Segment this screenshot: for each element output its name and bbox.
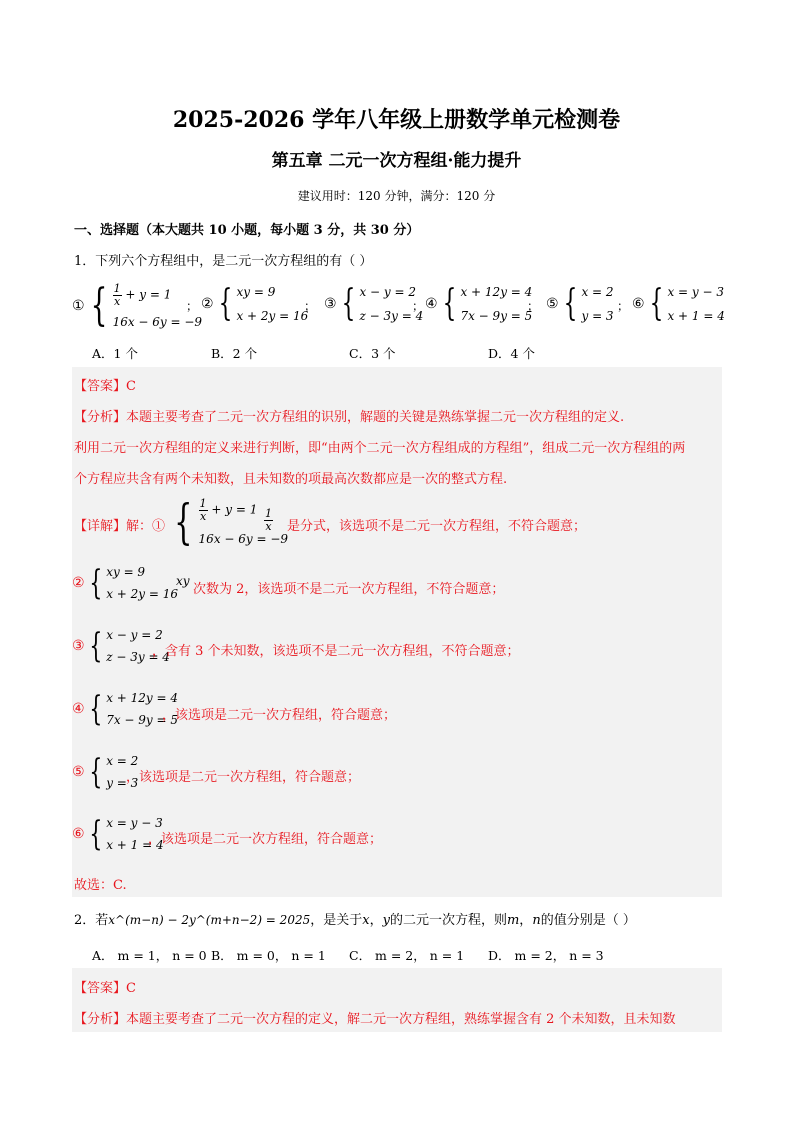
detail-system-6-eq2: x + 1 = 4 (106, 838, 164, 852)
detail-2-var: xy (176, 574, 190, 588)
q2-prefix: 2．若 (74, 913, 109, 928)
system-4-eq1: x + 12y = 4 (460, 285, 533, 299)
detail-system-5-eq2: y = 3 (106, 776, 139, 790)
detail-system-4-eq1: x + 12y = 4 (106, 691, 179, 705)
q2-var-x: x (362, 913, 370, 928)
system-1-eq1: $\frac{1}{x}$ + y = 1 (113, 282, 172, 308)
option-b[interactable]: B．2 个 (211, 346, 258, 361)
option-d[interactable]: D．4 个 (488, 346, 535, 361)
brace-icon: { (88, 752, 102, 792)
system-4 (425, 284, 532, 324)
system-2-eq1: xy = 9 (236, 285, 276, 299)
q2-var-m: m (506, 913, 520, 928)
brace-icon: { (341, 283, 355, 324)
option-a[interactable]: A．1 个 (92, 346, 138, 361)
separator: ； (186, 299, 199, 313)
system-5 (546, 284, 614, 324)
q2-mid2: 的二元一次方程，则 (389, 913, 507, 928)
separator: ； (304, 299, 317, 313)
system-2-label: ② (201, 296, 214, 312)
system-5-eq1: x = 2 (581, 285, 614, 299)
q2-comma-2: ， (519, 913, 533, 928)
system-2 (201, 284, 308, 324)
system-6-eq1: x = y − 3 (667, 285, 725, 299)
detail-system-3-eq2: z − 3y = 4 (106, 650, 170, 664)
question-2-stem (74, 909, 636, 928)
detail-5-label: ⑤ (72, 764, 85, 780)
detail-1-text: 是分式，该选项不是二元一次方程组，不符合题意； (287, 519, 587, 534)
system-3-label: ③ (324, 296, 337, 312)
q2-end: 的值分别是（ ） (540, 913, 636, 928)
option-c[interactable]: C． m = 2， n = 1 (349, 948, 465, 963)
brace-icon: { (218, 283, 232, 324)
system-5-eq2: y = 3 (581, 309, 614, 323)
detail-3-text: ，含有 3 个未知数，该选项不是二元一次方程组，不符合题意； (152, 644, 520, 659)
detail-system-1-eq2: 16x − 6y = −9 (198, 532, 289, 546)
system-1-label: ① (72, 298, 85, 314)
brace-icon: { (442, 283, 456, 324)
q2-var-n: n (532, 913, 541, 928)
option-b[interactable]: B． m = 0， n = 1 (211, 948, 326, 963)
system-3-eq2: z − 3y = 4 (359, 309, 424, 323)
detail-6-label: ⑥ (72, 826, 85, 842)
detail-system-2-eq2: x + 2y = 16 (106, 587, 179, 601)
brace-icon: { (88, 814, 102, 854)
brace-icon: { (88, 563, 102, 603)
q2-var-y: y (382, 913, 390, 928)
answer-label: 【答案】C (74, 379, 136, 394)
detail-system-2-eq1: xy = 9 (106, 565, 146, 579)
system-4-eq2: 7x − 9y = 5 (460, 309, 533, 323)
detail-system-1-eq1: $\frac{1}{x}$ + y = 1 (199, 497, 258, 523)
system-4-label: ④ (425, 296, 438, 312)
system-1 (72, 280, 203, 331)
question-1-stem: 1．下列六个方程组中，是二元一次方程组的有（ ） (74, 254, 373, 269)
detail-system-5-eq1: x = 2 (106, 754, 139, 768)
option-d[interactable]: D． m = 2， n = 3 (488, 948, 604, 963)
detail-system-6-eq1: x = y − 3 (106, 816, 163, 830)
detail-system-4-eq2: 7x − 9y = 5 (106, 713, 179, 727)
detail-prefix: 【详解】解：① (74, 519, 166, 534)
system-6-eq2: x + 1 = 4 (667, 309, 725, 323)
q2-comma: ， (369, 913, 383, 928)
system-3-eq1: x − y = 2 (359, 285, 417, 299)
brace-icon: { (563, 283, 577, 324)
analysis-line-1: 【分析】本题主要考查了二元一次方程组的识别，解题的关键是熟练掌握二元一次方程组的定义. (74, 410, 625, 425)
separator: ； (412, 299, 425, 313)
detail-2-label: ② (72, 575, 85, 591)
time-note: 建议用时：120 分钟，满分：120 分 (297, 189, 496, 203)
option-a[interactable]: A． m = 1， n = 0 (92, 948, 207, 963)
section-heading: 一、选择题（本大题共 10 小题，每小题 3 分，共 30 分） (74, 223, 420, 238)
brace-icon: { (90, 280, 107, 331)
detail-2-text: 次数为 2，该选项不是二元一次方程组，不符合题意； (193, 582, 505, 597)
system-5-label: ⑤ (546, 296, 559, 312)
brace-icon: { (649, 283, 663, 324)
detail-system-3-eq1: x − y = 2 (106, 628, 163, 642)
detail-5-text: ，该选项是二元一次方程组，符合题意； (126, 770, 361, 785)
option-c[interactable]: C．3 个 (349, 346, 396, 361)
separator: ； (617, 299, 630, 313)
separator: ； (527, 299, 540, 313)
brace-icon: { (88, 689, 102, 729)
chapter-subtitle: 第五章 二元一次方程组·能力提升 (271, 151, 522, 171)
system-2-eq2: x + 2y = 16 (236, 309, 309, 323)
analysis-line-3: 个方程应共含有两个未知数，且未知数的项最高次数都应是一次的整式方程. (74, 472, 508, 487)
page-title: 2025-2026 学年八年级上册数学单元检测卷 (172, 107, 621, 133)
analysis-line-2: 利用二元一次方程组的定义来进行判断，即“由两个二元一次方程组成的方程组”，组成二元一次方程组的两 (74, 441, 686, 456)
q2-answer-label: 【答案】C (74, 981, 136, 996)
detail-6-text: ，该选项是二元一次方程组，符合题意； (148, 832, 383, 847)
system-3 (324, 284, 423, 324)
brace-icon: { (174, 494, 193, 550)
q2-equation: x^(m−n) − 2y^(m+n−2) = 2025 (108, 913, 311, 927)
choose-line: 故选：C. (74, 878, 127, 893)
detail-4-text: ，该选项是二元一次方程组，符合题意； (162, 708, 397, 723)
detail-fraction: $\frac{1}{x}$ (265, 507, 272, 533)
brace-icon: { (88, 626, 102, 666)
system-6 (632, 284, 725, 324)
system-6-label: ⑥ (632, 296, 645, 312)
detail-3-label: ③ (72, 638, 85, 654)
q2-analysis-line-1: 【分析】本题主要考查了二元一次方程的定义，解二元一次方程组，熟练掌握含有 2 个未知数，且未知数 (74, 1012, 676, 1027)
system-1-eq2: 16x − 6y = −9 (112, 315, 203, 329)
q2-mid: ，是关于 (310, 913, 363, 928)
detail-4-label: ④ (72, 701, 85, 717)
detail-system-2 (72, 564, 178, 602)
